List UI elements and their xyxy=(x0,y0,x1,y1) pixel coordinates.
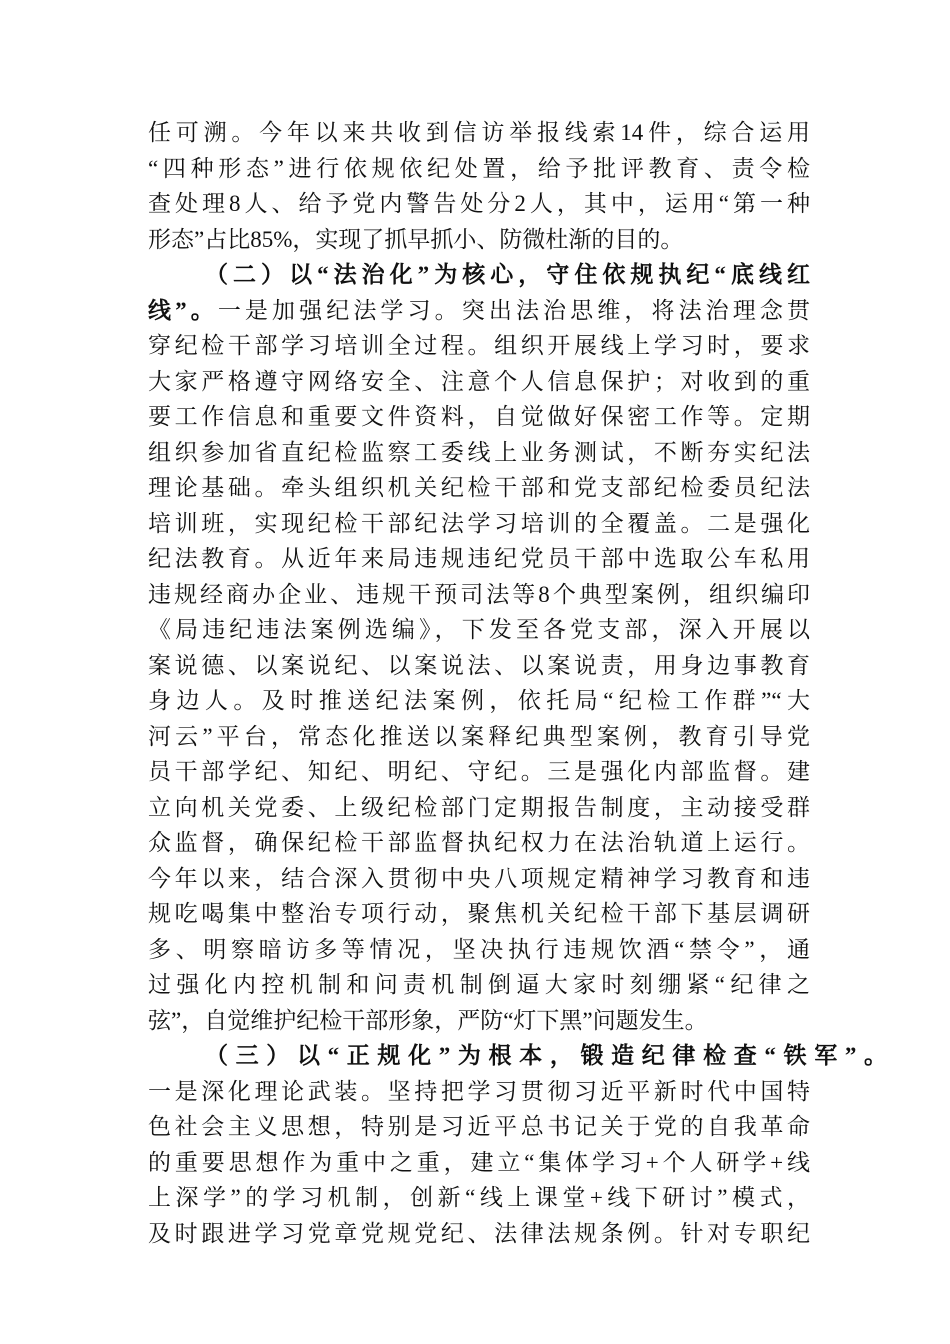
text-line xyxy=(148,648,810,684)
text-line xyxy=(148,790,810,826)
text-line xyxy=(148,861,810,897)
text-line xyxy=(148,1109,810,1145)
body-text: 组织参加省直纪检监察工委线上业务测试，不断夯实纪法 xyxy=(148,439,810,465)
text-line xyxy=(148,1216,810,1252)
body-text: 的重要思想作为重中之重，建立“集体学习+个人研学+线 xyxy=(148,1149,810,1175)
text-line xyxy=(148,541,810,577)
text-line xyxy=(148,967,810,1003)
body-text: 一是加强纪法学习。突出法治思维，将法治理念贯 xyxy=(217,297,810,323)
text-line xyxy=(148,186,810,222)
body-text: 要工作信息和重要文件资料，自觉做好保密工作等。定期 xyxy=(148,404,810,429)
text-line xyxy=(148,293,810,329)
body-text: 《局违纪违法案例选编》，下发至各党支部，深入开展以 xyxy=(148,617,810,642)
body-text: 穿纪检干部学习培训全过程。组织开展线上学习时，要求 xyxy=(148,333,810,358)
body-text: 违规经商办企业、违规干预司法等8个典型案例，组织编印 xyxy=(148,581,810,607)
text-line xyxy=(148,364,810,400)
body-text: 弦”，自觉维护纪检干部形象，严防“灯下黑”问题发生。 xyxy=(148,1007,708,1033)
body-text: 任可溯。今年以来共收到信访举报线索14件，综合运用 xyxy=(148,120,810,145)
section-heading-line xyxy=(148,1038,887,1074)
text-line xyxy=(148,399,810,435)
text-line xyxy=(148,1003,810,1039)
text-line xyxy=(148,577,810,613)
bold-text: 线”。 xyxy=(148,297,218,323)
body-text: 身边人。及时推送纪法案例，依托局“纪检工作群”“大 xyxy=(148,688,810,713)
body-text: 今年以来，结合深入贯彻中央八项规定精神学习教育和违 xyxy=(148,865,810,891)
body-text: “四种形态”进行依规依纪处置，给予批评教育、责令检 xyxy=(148,155,810,181)
body-text: 查处理8人、给予党内警告处分2人，其中，运用“第一种 xyxy=(148,191,810,216)
body-text: 上深学”的学习机制，创新“线上课堂+线下研讨”模式， xyxy=(148,1185,810,1210)
text-line xyxy=(148,719,810,755)
body-text: 河云”平台，常态化推送以案释纪典型案例，教育引导党 xyxy=(148,723,810,749)
body-text: 纪法教育。从近年来局违规违纪党员干部中选取公车私用 xyxy=(148,546,810,571)
text-line xyxy=(148,1145,810,1181)
body-text: 培训班，实现纪检干部纪法学习培训的全覆盖。二是强化 xyxy=(148,510,810,536)
body-text: 形态”占比85%，实现了抓早抓小、防微杜渐的目的。 xyxy=(148,226,684,252)
text-line xyxy=(148,222,810,258)
body-text: 立向机关党委、上级纪检部门定期报告制度，主动接受群 xyxy=(148,794,810,820)
bold-text: （二）以“法治化”为核心，守住依规执纪“底线红 xyxy=(205,262,810,287)
body-text: 案说德、以案说纪、以案说法、以案说责，用身边事教育 xyxy=(148,652,810,678)
body-text: 多、明察暗访多等情况，坚决执行违规饮酒“禁令”，通 xyxy=(148,936,810,962)
body-text: 理论基础。牵头组织机关纪检干部和党支部纪检委员纪法 xyxy=(148,475,810,500)
body-text: 员干部学纪、知纪、明纪、守纪。三是强化内部监督。建 xyxy=(148,759,810,784)
text-line xyxy=(148,1180,810,1216)
text-line xyxy=(148,683,810,719)
body-text: 及时跟进学习党章党规党纪、法律法规条例。针对专职纪 xyxy=(148,1220,810,1246)
text-line xyxy=(148,754,810,790)
text-line xyxy=(148,825,810,861)
text-line xyxy=(148,115,810,151)
text-line xyxy=(148,151,810,187)
text-line xyxy=(148,506,810,542)
body-text: 大家严格遵守网络安全、注意个人信息保护；对收到的重 xyxy=(148,368,810,394)
text-line xyxy=(148,896,810,932)
section-heading-line xyxy=(148,257,810,293)
body-text: 色社会主义思想，特别是习近平总书记关于党的自我革命 xyxy=(148,1114,810,1139)
text-line xyxy=(148,470,810,506)
document-body xyxy=(148,115,887,1251)
text-line xyxy=(148,612,810,648)
body-text: 规吃喝集中整治专项行动，聚焦机关纪检干部下基层调研 xyxy=(148,901,810,926)
body-text: 过强化内控机制和问责机制倒逼大家时刻绷紧“纪律之 xyxy=(148,972,810,997)
body-text: 一是深化理论武装。坚持把学习贯彻习近平新时代中国特 xyxy=(148,1078,810,1104)
bold-text: （三）以“正规化”为根本，锻造纪律检查“铁军”。 xyxy=(205,1043,887,1068)
text-line xyxy=(148,1074,810,1110)
text-line xyxy=(148,328,810,364)
body-text: 众监督，确保纪检干部监督执纪权力在法治轨道上运行。 xyxy=(148,830,810,855)
text-line xyxy=(148,932,810,968)
text-line xyxy=(148,435,810,471)
